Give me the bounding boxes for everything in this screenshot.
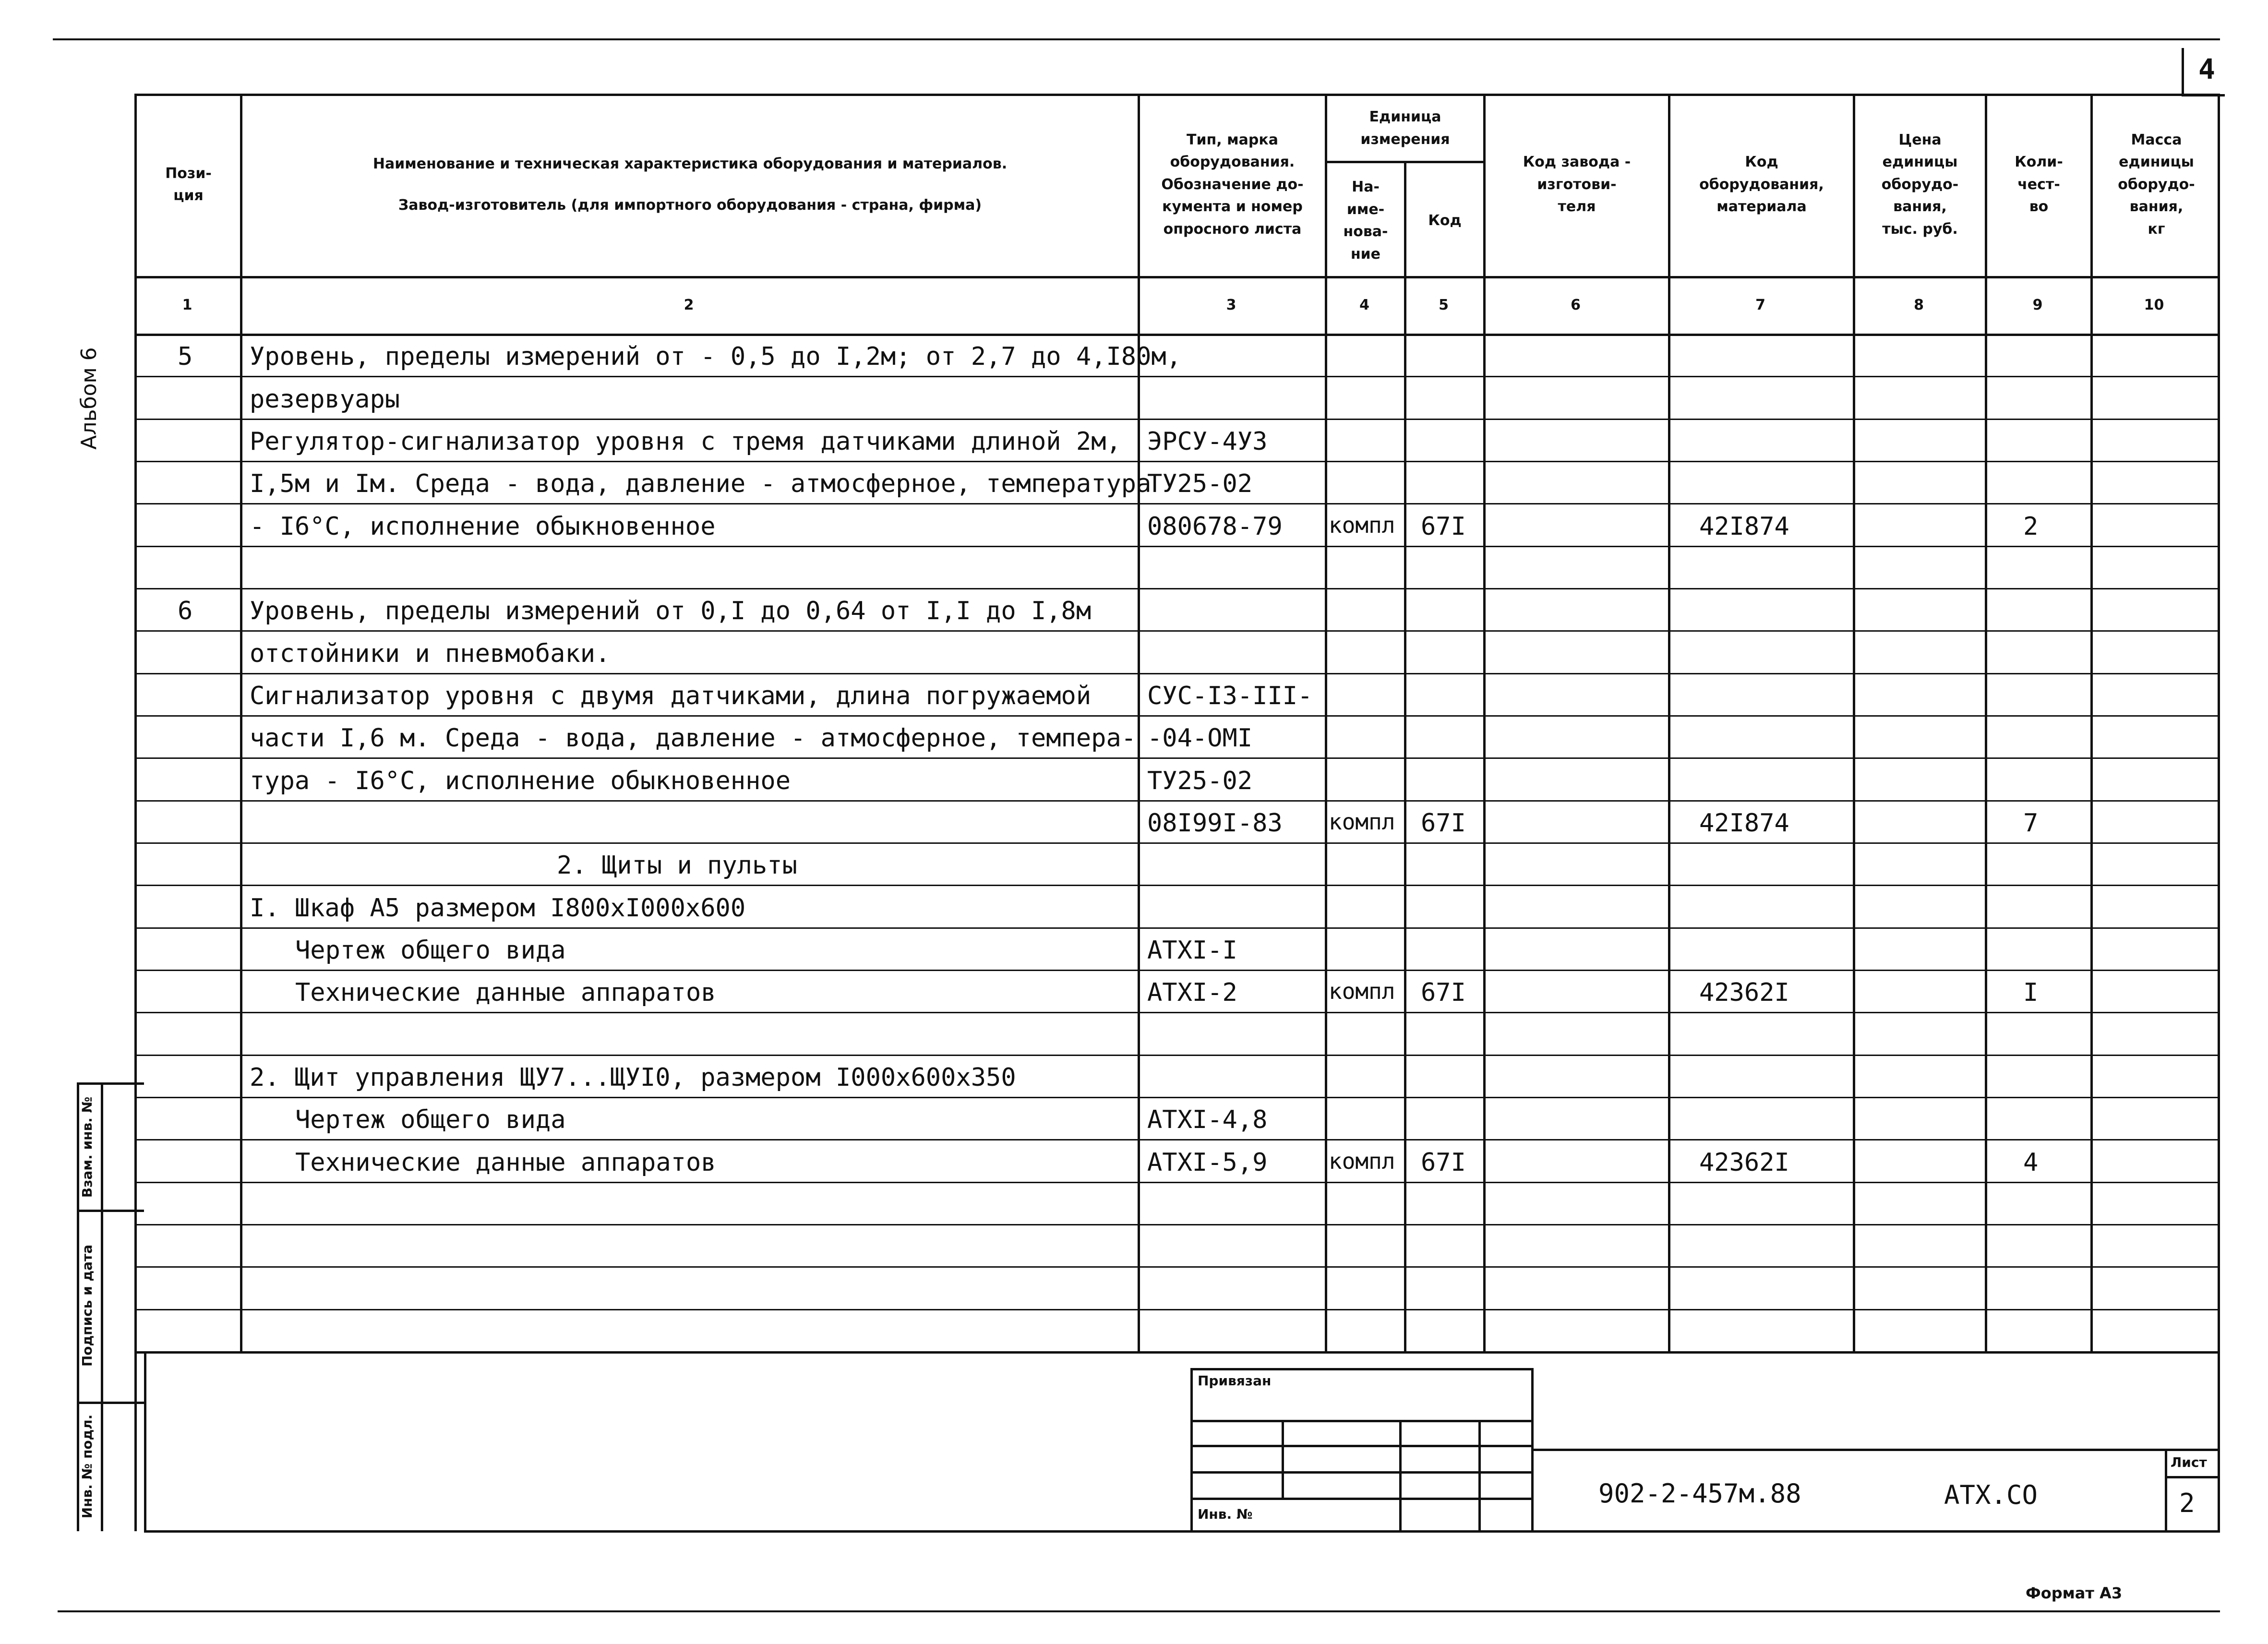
header-mass-text: Масса единицы оборудо- вания, кг <box>2118 131 2195 238</box>
row-quantity: I <box>2023 978 2039 1008</box>
page-number-box-left <box>2182 48 2184 96</box>
privyazan-line2 <box>1190 1445 1534 1447</box>
title-block-right <box>2218 1351 2220 1533</box>
title-block-left <box>144 1351 146 1533</box>
row-equipment-code: 42I874 <box>1699 808 1789 838</box>
row-unit: компл <box>1329 512 1395 538</box>
document-code: 902-2-457м.88 <box>1598 1478 1801 1509</box>
inv-no-label: Инв. № <box>1198 1506 1253 1522</box>
album-label: Альбом 6 <box>77 347 101 450</box>
row-type: ТУ25-02 <box>1147 766 1253 795</box>
privyazan-label: Привязан <box>1198 1373 1272 1389</box>
header-type-text: Тип, марка оборудования. Обозначение до- кумента и номер опросного листа <box>1161 131 1304 238</box>
page-number: 4 <box>2198 53 2215 85</box>
header-unit-group-text: Единица измерения <box>1360 108 1450 148</box>
row-quantity: 4 <box>2023 1148 2039 1177</box>
row-divider <box>134 800 2220 802</box>
privyazan-col2 <box>1399 1420 1402 1531</box>
row-name: резервуары <box>250 384 400 414</box>
row-unit-code: 67I <box>1421 1148 1466 1177</box>
privyazan-line3 <box>1190 1471 1534 1474</box>
header-unit-group <box>1327 96 1483 161</box>
row-quantity: 2 <box>2023 512 2039 541</box>
column-number-4: 4 <box>1359 296 1369 313</box>
row-name: тура - I6°С, исполнение обыкновенное <box>250 766 791 795</box>
header-name-line2: Завод-изготовитель (для импортного оборудования - страна, фирма) <box>398 197 982 214</box>
row-name: Чертеж общего вида <box>295 936 566 965</box>
row-divider <box>134 546 2220 547</box>
row-position: 6 <box>178 597 193 626</box>
row-type: ЭРСУ-4У3 <box>1147 427 1268 456</box>
header-name <box>242 94 1138 276</box>
column-number-3: 3 <box>1226 296 1236 313</box>
row-type: АТХI-2 <box>1147 978 1237 1008</box>
row-type: АТХI-5,9 <box>1147 1148 1268 1177</box>
header-unit-name <box>1327 166 1404 276</box>
row-type: СУС-I3-III- <box>1147 681 1313 710</box>
row-name: Технические данные аппаратов <box>295 1148 716 1177</box>
document-mark: АТХ.СО <box>1944 1480 2038 1510</box>
row-unit-code: 67I <box>1421 978 1466 1008</box>
row-equipment-code: 42I874 <box>1699 512 1789 541</box>
row-divider <box>134 970 2220 971</box>
row-type: АТХI-4,8 <box>1147 1105 1268 1135</box>
row-divider <box>134 715 2220 717</box>
header-unit-name-text: На- име- нова- ние <box>1343 179 1388 263</box>
privyazan-line4 <box>1190 1498 1534 1500</box>
row-unit-code: 67I <box>1421 512 1466 541</box>
privyazan-col1 <box>1282 1420 1284 1499</box>
row-name: Чертеж общего вида <box>295 1105 566 1135</box>
header-manufacturer-code-text: Код завода - изготови- теля <box>1523 154 1631 216</box>
row-divider <box>134 1139 2220 1140</box>
row-divider <box>134 842 2220 844</box>
row-divider <box>134 588 2220 589</box>
row-name: I,5м и Iм. Среда - вода, давление - атмосферное, температура <box>250 469 1152 499</box>
row-name: части I,6 м. Среда - вода, давление - атмосферное, темпера- <box>250 724 1137 753</box>
column-number-bottom-border <box>134 334 2220 336</box>
header-position <box>137 94 240 276</box>
row-unit-code: 67I <box>1421 808 1466 838</box>
row-divider <box>134 503 2220 504</box>
row-equipment-code: 42362I <box>1699 978 1789 1008</box>
row-divider <box>134 673 2220 674</box>
sheet-box-divider <box>2165 1476 2220 1478</box>
header-price <box>1855 94 1985 276</box>
row-divider <box>134 757 2220 759</box>
sheet-number: 2 <box>2179 1488 2195 1518</box>
row-divider <box>134 1182 2220 1183</box>
row-quantity: 7 <box>2023 808 2039 838</box>
header-quantity <box>1987 94 2090 276</box>
row-unit: компл <box>1329 978 1395 1005</box>
header-type <box>1140 94 1325 276</box>
row-name: I. Шкаф А5 размером I800xI000x600 <box>250 893 746 923</box>
column-number-5: 5 <box>1439 296 1449 313</box>
side-stamp-mid <box>101 1082 103 1531</box>
column-number-1: 1 <box>182 296 192 313</box>
row-name: Уровень, пределы измерений от 0,I до 0,64 от I,I до I,8м <box>250 597 1092 626</box>
row-type: 080678-79 <box>1147 512 1283 541</box>
row-divider <box>134 1224 2220 1225</box>
side-stamp-podpis: Подпись и дата <box>79 1244 95 1367</box>
bottom-rule <box>58 1610 2220 1612</box>
doc-block-top <box>1531 1449 2220 1451</box>
row-divider <box>134 461 2220 462</box>
column-divider-10 <box>2218 94 2220 1351</box>
row-divider <box>134 1012 2220 1013</box>
row-name: Технические данные аппаратов <box>295 978 716 1008</box>
header-mass <box>2093 94 2220 276</box>
top-rule <box>53 38 2220 40</box>
row-name: Регулятор-сигнализатор уровня с тремя датчиками длиной 2м, <box>250 427 1121 456</box>
row-name: Уровень, пределы измерений от - 0,5 до I,2м; от 2,7 до 4,I80м, <box>250 342 1182 372</box>
column-number-9: 9 <box>2032 296 2043 313</box>
column-number-10: 10 <box>2144 296 2164 313</box>
column-number-6: 6 <box>1571 296 1581 313</box>
side-stamp-vzam: Взам. инв. № <box>79 1096 95 1198</box>
header-price-text: Цена единицы оборудо- вания, тыс. руб. <box>1881 131 1959 238</box>
header-equipment-code <box>1670 94 1853 276</box>
row-name: 2. Щиты и пульты <box>557 851 797 880</box>
format-label: Формат А3 <box>2026 1584 2123 1602</box>
row-divider <box>134 1055 2220 1056</box>
row-position: 5 <box>178 342 193 372</box>
row-name: - I6°С, исполнение обыкновенное <box>250 512 716 541</box>
sheet-box-left <box>2165 1449 2167 1531</box>
header-unit-code-text: Код <box>1428 212 1462 229</box>
row-divider <box>134 630 2220 632</box>
row-divider <box>134 1097 2220 1098</box>
row-unit: компл <box>1329 808 1395 835</box>
row-type: 08I99I-83 <box>1147 808 1283 838</box>
row-divider <box>134 927 2220 929</box>
row-divider <box>134 1309 2220 1310</box>
row-name: Сигнализатор уровня с двумя датчиками, длина погружаемой <box>250 681 1092 710</box>
row-name: отстойники и пневмобаки. <box>250 639 611 668</box>
privyazan-top <box>1190 1368 1534 1370</box>
column-number-7: 7 <box>1755 296 1765 313</box>
row-type: ТУ25-02 <box>1147 469 1253 499</box>
row-unit: компл <box>1329 1148 1395 1174</box>
row-type: -04-ОМI <box>1147 724 1253 753</box>
side-stamp-div1 <box>77 1210 144 1212</box>
row-divider <box>134 419 2220 420</box>
column-number-8: 8 <box>1914 296 1924 313</box>
row-name: 2. Щит управления ЩУ7...ЩУI0, размером I000x600x350 <box>250 1063 1016 1092</box>
table-bottom-border <box>134 1351 2220 1354</box>
column-divider-5 <box>1404 161 1406 1351</box>
side-stamp-inv-podl: Инв. № подл. <box>79 1414 95 1519</box>
row-divider <box>134 376 2220 377</box>
privyazan-left <box>1190 1368 1193 1531</box>
privyazan-line1 <box>1190 1420 1534 1422</box>
row-divider <box>134 1266 2220 1268</box>
row-equipment-code: 42362I <box>1699 1148 1789 1177</box>
title-block-bottom <box>144 1530 2220 1533</box>
privyazan-col3 <box>1478 1420 1481 1531</box>
row-divider <box>134 885 2220 886</box>
header-position-text: Пози- ция <box>165 165 212 204</box>
header-unit-code <box>1406 166 1483 276</box>
header-manufacturer-code <box>1486 94 1668 276</box>
column-number-2: 2 <box>684 296 694 313</box>
header-name-line1: Наименование и техническая характеристика оборудования и материалов. <box>372 155 1008 172</box>
row-type: АТХI-I <box>1147 936 1237 965</box>
sheet-label: Лист <box>2171 1454 2207 1470</box>
header-equipment-code-text: Код оборудования, материала <box>1699 154 1824 216</box>
header-quantity-text: Коли- чест- во <box>2015 154 2063 216</box>
